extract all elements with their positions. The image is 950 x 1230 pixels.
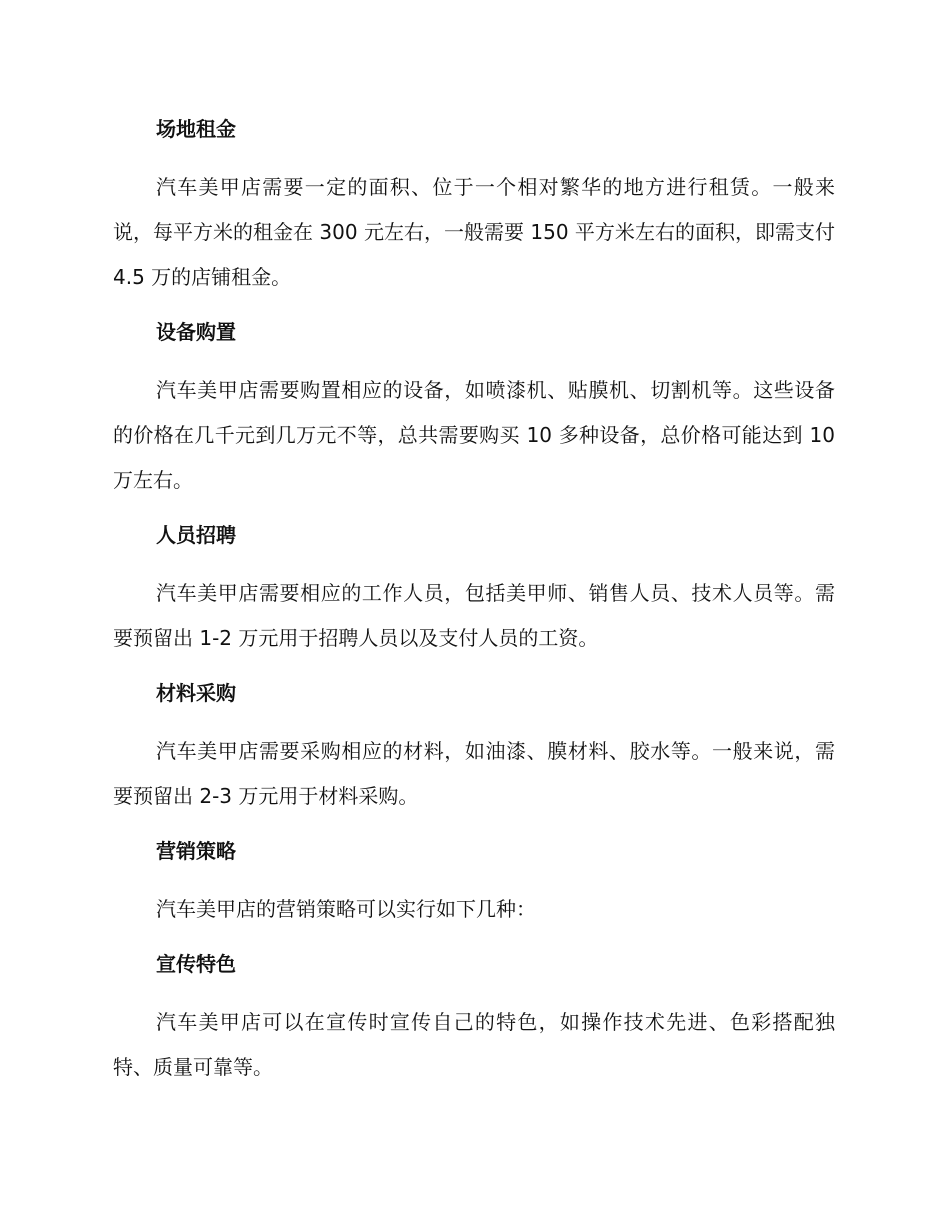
section-staff-recruitment: [113, 517, 835, 661]
section-paragraph: 汽车美甲店的营销策略可以实行如下几种：: [156, 897, 536, 921]
document-body: [113, 111, 835, 1104]
section-heading: 人员招聘: [156, 523, 236, 547]
section-heading: 营销策略: [156, 839, 236, 863]
section-marketing-strategy: [113, 833, 835, 932]
section-paragraph: 汽车美甲店需要相应的工作人员，包括美甲师、销售人员、技术人员等。需要预留出 1-2 万元用于招聘人员以及支付人员的工资。: [113, 581, 835, 650]
section-paragraph: 汽车美甲店需要购置相应的设备，如喷漆机、贴膜机、切割机等。这些设备的价格在几千元到几万元不等，总共需要购买 10 多种设备，总价格可能达到 10 万左右。: [113, 378, 835, 492]
section-heading: 设备购置: [156, 320, 236, 344]
section-paragraph: 汽车美甲店可以在宣传时宣传自己的特色，如操作技术先进、色彩搭配独特、质量可靠等。: [113, 1010, 835, 1079]
section-heading: 材料采购: [156, 681, 236, 705]
section-heading: 宣传特色: [156, 952, 236, 976]
section-paragraph: 汽车美甲店需要一定的面积、位于一个相对繁华的地方进行租赁。一般来说，每平方米的租金在 300 元左右，一般需要 150 平方米左右的面积，即需支付 4.5 万的店铺租金。: [113, 175, 835, 289]
section-heading: 场地租金: [156, 117, 236, 141]
section-equipment-purchase: [113, 314, 835, 503]
section-paragraph: 汽车美甲店需要采购相应的材料，如油漆、膜材料、胶水等。一般来说，需要预留出 2-3 万元用于材料采购。: [113, 739, 835, 808]
section-promote-features: [113, 946, 835, 1090]
section-venue-rent: [113, 111, 835, 300]
section-material-purchase: [113, 675, 835, 819]
